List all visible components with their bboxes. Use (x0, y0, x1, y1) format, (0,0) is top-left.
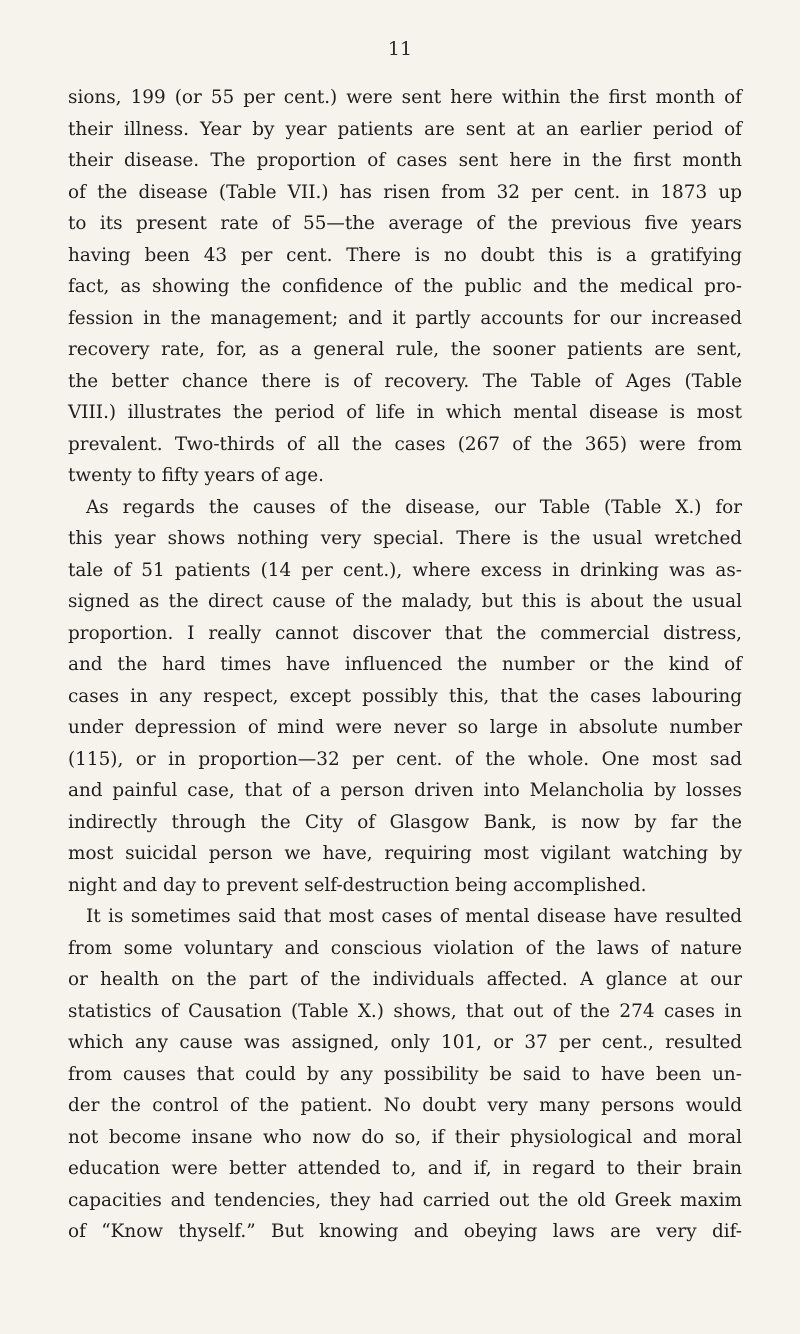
text-line: tale of 51 patients (14 per cent.), where excess in drinking was as- (68, 559, 742, 581)
text-line: of the disease (Table VII.) has risen from 32 per cent. in 1873 up (68, 181, 742, 203)
text-line: or health on the part of the individuals affected. A glance at our (68, 969, 742, 990)
text-line: under depression of mind were never so large in absolute number (68, 717, 742, 738)
text-line: education were better attended to, and if, in regard to their brain (68, 1158, 742, 1179)
text-line: of “Know thyself.” But knowing and obeying laws are very dif- (68, 1221, 742, 1242)
text-line: sions, 199 (or 55 per cent.) were sent here within the first month of (68, 87, 742, 108)
text-line: (115), or in proportion—32 per cent. of the whole. One most sad (68, 748, 742, 770)
text-line: statistics of Causation (Table X.) shows, that out of the 274 cases in (68, 1000, 742, 1022)
text-line: fact, as showing the confidence of the public and the medical pro- (68, 276, 742, 297)
page-number: 11 (387, 38, 413, 60)
body-text (68, 82, 742, 1248)
text-line: fession in the management; and it partly accounts for our increased (68, 307, 742, 329)
text-line: As regards the causes of the disease, our Table (Table X.) for (86, 496, 742, 518)
text-line: their disease. The proportion of cases sent here in the first month (68, 150, 742, 171)
text-line: recovery rate, for, as a general rule, the sooner patients are sent, (68, 339, 742, 360)
text-line: cases in any respect, except possibly this, that the cases labouring (68, 685, 742, 707)
text-line: their illness. Year by year patients are sent at an earlier period of (68, 118, 742, 140)
text-line: indirectly through the City of Glasgow Bank, is now by far the (68, 811, 742, 833)
text-line: having been 43 per cent. There is no doubt this is a gratifying (68, 244, 742, 266)
text-line: the better chance there is of recovery. The Table of Ages (Table (68, 370, 742, 392)
text-line: night and day to prevent self-destruction being accomplished. (68, 874, 647, 896)
text-line: signed as the direct cause of the malady, but this is about the usual (68, 591, 742, 612)
text-line: capacities and tendencies, they had carried out the old Greek maxim (68, 1189, 742, 1211)
text-line: der the control of the patient. No doubt very many persons would (68, 1095, 742, 1116)
text-line: twenty to fifty years of age. (68, 465, 324, 486)
text-line: prevalent. Two-thirds of all the cases (267 of the 365) were from (68, 433, 742, 455)
text-line: VIII.) illustrates the period of life in which mental disease is most (68, 402, 742, 423)
text-line: and painful case, that of a person driven into Melancholia by losses (68, 780, 742, 801)
text-line: most suicidal person we have, requiring most vigilant watching by (68, 843, 742, 864)
text-line: from some voluntary and conscious violation of the laws of nature (68, 937, 742, 959)
text-line: which any cause was assigned, only 101, or 37 per cent., resulted (68, 1032, 742, 1053)
text-line: this year shows nothing very special. There is the usual wretched (68, 528, 742, 549)
text-line: to its present rate of 55—the average of the previous five years (68, 213, 742, 234)
text-line: proportion. I really cannot discover that the commercial distress, (68, 622, 742, 644)
text-line: It is sometimes said that most cases of mental disease have resulted (86, 906, 742, 927)
text-line: from causes that could by any possibility be said to have been un- (68, 1063, 742, 1085)
text-line: and the hard times have influenced the number or the kind of (68, 654, 742, 675)
text-line: not become insane who now do so, if their physiological and moral (68, 1126, 742, 1148)
